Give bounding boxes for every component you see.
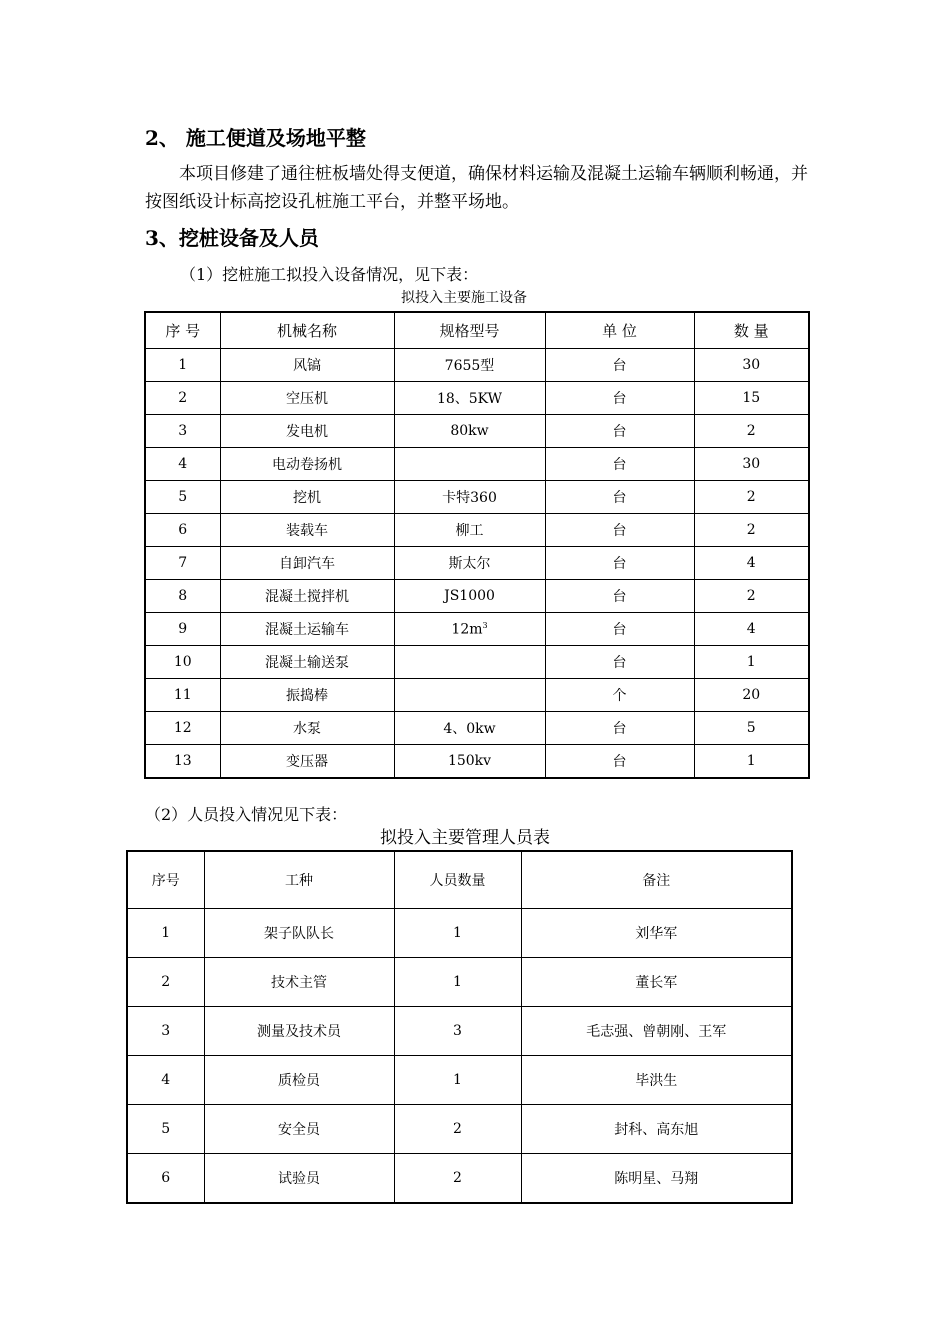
table-cell: 4、0kw	[394, 712, 545, 745]
table-cell: 台	[545, 481, 694, 514]
table-cell: 台	[545, 514, 694, 547]
staff-table	[126, 850, 793, 1204]
table-cell	[394, 448, 545, 481]
table-cell	[394, 646, 545, 679]
table-row	[127, 1007, 792, 1056]
table-cell: 30	[694, 349, 809, 382]
table-cell: 架子队队长	[204, 909, 394, 958]
table-cell: 2	[694, 580, 809, 613]
table-cell: 20	[694, 679, 809, 712]
col-header-index: 序号	[127, 851, 204, 909]
table-cell: 风镐	[220, 349, 394, 382]
table-cell: 3	[145, 415, 220, 448]
table-cell: 质检员	[204, 1056, 394, 1105]
table-cell: 台	[545, 580, 694, 613]
table-row	[127, 1105, 792, 1154]
table-cell: 1	[394, 1056, 521, 1105]
table-cell: 混凝土输送泵	[220, 646, 394, 679]
superscript: 3	[482, 620, 488, 630]
table-cell: 毕洪生	[521, 1056, 792, 1105]
table-row	[145, 382, 809, 415]
table-cell: 8	[145, 580, 220, 613]
table-row	[145, 745, 809, 779]
table-cell: 5	[145, 481, 220, 514]
table-header-row	[145, 312, 809, 349]
table-cell: 6	[145, 514, 220, 547]
table-cell: 3	[394, 1007, 521, 1056]
table-row	[145, 613, 809, 646]
table-cell: 变压器	[220, 745, 394, 779]
equipment-table	[144, 311, 810, 779]
table-cell: 2	[145, 382, 220, 415]
col-header-headcount: 人员数量	[394, 851, 521, 909]
table-cell: 4	[694, 547, 809, 580]
col-header-spec: 规格型号	[394, 312, 545, 349]
table-cell: 董长军	[521, 958, 792, 1007]
table-cell: 4	[127, 1056, 204, 1105]
table-cell: 台	[545, 646, 694, 679]
table-cell: 电动卷扬机	[220, 448, 394, 481]
staff-table-caption: 拟投入主要管理人员表	[380, 828, 550, 848]
table-cell: 13	[145, 745, 220, 779]
table-cell: 15	[694, 382, 809, 415]
table-cell: 挖机	[220, 481, 394, 514]
table-cell: 台	[545, 547, 694, 580]
table-cell: 2	[394, 1154, 521, 1204]
table-cell: 2	[127, 958, 204, 1007]
table-row	[145, 514, 809, 547]
table-cell: 台	[545, 349, 694, 382]
section-3-heading: 3、挖桩设备及人员	[145, 226, 319, 250]
table-cell: 80kw	[394, 415, 545, 448]
table-cell: 18、5KW	[394, 382, 545, 415]
table-cell: 试验员	[204, 1154, 394, 1204]
col-header-quantity: 数 量	[694, 312, 809, 349]
col-header-unit: 单 位	[545, 312, 694, 349]
table-cell: 陈明星、马翔	[521, 1154, 792, 1204]
table-cell: 4	[694, 613, 809, 646]
table-cell	[394, 679, 545, 712]
table-cell: 个	[545, 679, 694, 712]
table-cell: 2	[694, 514, 809, 547]
table-cell: 台	[545, 382, 694, 415]
col-header-remarks: 备注	[521, 851, 792, 909]
table-cell: 11	[145, 679, 220, 712]
table-cell: 12	[145, 712, 220, 745]
table-cell: 1	[145, 349, 220, 382]
table-row	[127, 909, 792, 958]
table-cell: 1	[694, 646, 809, 679]
table-cell: 柳工	[394, 514, 545, 547]
section-2-heading: 2、 施工便道及场地平整	[145, 126, 366, 150]
table-cell: 9	[145, 613, 220, 646]
table-row	[145, 415, 809, 448]
table-row	[145, 580, 809, 613]
table-cell: 台	[545, 613, 694, 646]
table-row	[145, 679, 809, 712]
table-cell: 台	[545, 745, 694, 779]
table-cell: 2	[694, 481, 809, 514]
table-row	[145, 448, 809, 481]
table-cell: 5	[127, 1105, 204, 1154]
table-row	[145, 712, 809, 745]
table-cell: 斯太尔	[394, 547, 545, 580]
table-cell: 卡特360	[394, 481, 545, 514]
table-cell: 装载车	[220, 514, 394, 547]
table-cell: 1	[394, 958, 521, 1007]
col-header-machine: 机械名称	[220, 312, 394, 349]
col-header-index: 序 号	[145, 312, 220, 349]
table-cell: 刘华军	[521, 909, 792, 958]
table-header-row	[127, 851, 792, 909]
equipment-table-caption: 拟投入主要施工设备	[401, 290, 527, 306]
table-cell: 封科、高东旭	[521, 1105, 792, 1154]
table-cell: 2	[694, 415, 809, 448]
table-cell: 自卸汽车	[220, 547, 394, 580]
table-cell: 台	[545, 448, 694, 481]
table-row	[127, 958, 792, 1007]
table-cell: 1	[694, 745, 809, 779]
col-header-job: 工种	[204, 851, 394, 909]
table-cell: JS1000	[394, 580, 545, 613]
table-cell: 7	[145, 547, 220, 580]
table-cell: 技术主管	[204, 958, 394, 1007]
table-row	[145, 481, 809, 514]
equipment-intro: （1）挖桩施工拟投入设备情况，见下表：	[180, 265, 479, 284]
table-cell: 空压机	[220, 382, 394, 415]
table-cell: 4	[145, 448, 220, 481]
spec-value: 12m	[451, 621, 483, 638]
table-cell: 7655型	[394, 349, 545, 382]
table-cell: 6	[127, 1154, 204, 1204]
table-cell: 30	[694, 448, 809, 481]
table-cell: 安全员	[204, 1105, 394, 1154]
table-row	[127, 1154, 792, 1204]
table-cell: 10	[145, 646, 220, 679]
table-cell: 台	[545, 415, 694, 448]
table-row	[145, 547, 809, 580]
table-cell: 混凝土搅拌机	[220, 580, 394, 613]
section-2-paragraph: 本项目修建了通往桩板墙处得支便道，确保材料运输及混凝土运输车辆顺利畅通，并按图纸设计标高挖设孔桩施工平台，并整平场地。	[145, 164, 808, 212]
table-cell: 振捣棒	[220, 679, 394, 712]
table-row	[145, 349, 809, 382]
table-cell: 3	[127, 1007, 204, 1056]
table-cell: 1	[127, 909, 204, 958]
staff-intro: （2）人员投入情况见下表：	[145, 805, 348, 824]
table-cell: 毛志强、曾朝刚、王军	[521, 1007, 792, 1056]
table-cell: 测量及技术员	[204, 1007, 394, 1056]
table-cell: 1	[394, 909, 521, 958]
table-cell	[394, 613, 545, 646]
table-cell: 台	[545, 712, 694, 745]
table-row	[145, 646, 809, 679]
table-cell: 2	[394, 1105, 521, 1154]
table-cell: 5	[694, 712, 809, 745]
table-cell: 发电机	[220, 415, 394, 448]
table-cell: 混凝土运输车	[220, 613, 394, 646]
table-row	[127, 1056, 792, 1105]
table-cell: 水泵	[220, 712, 394, 745]
table-cell: 150kv	[394, 745, 545, 779]
